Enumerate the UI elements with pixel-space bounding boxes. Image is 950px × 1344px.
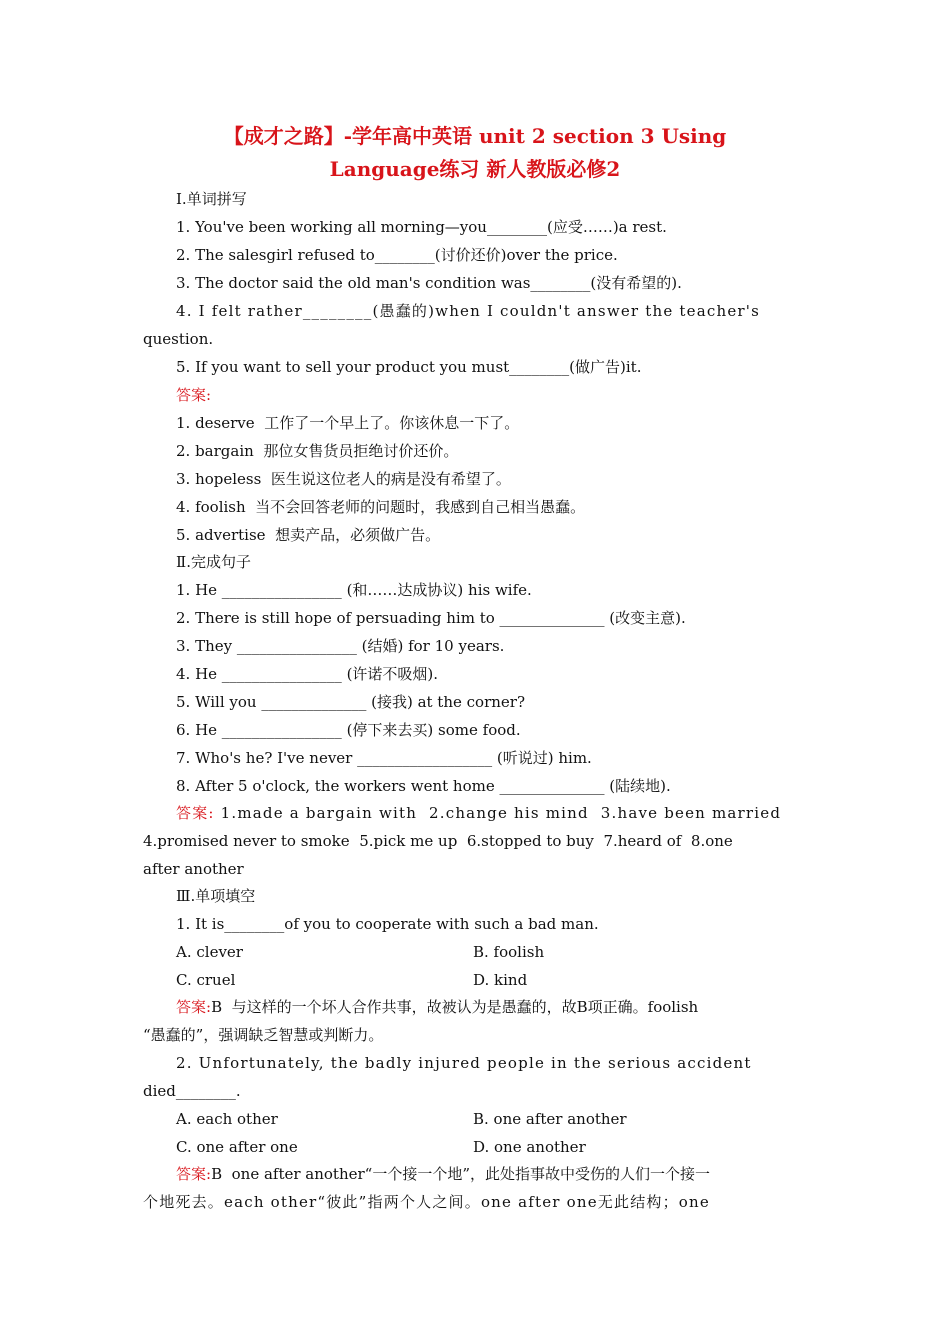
- question-1-option-d: D. kind: [473, 971, 528, 989]
- section-2-item: 8. After 5 o'clock, the workers went home ______________ (陆续地).: [176, 777, 671, 795]
- question-2-answer: [176, 1164, 710, 1184]
- question-1-answer-text: B 与这样的一个坏人合作共事，故被认为是愚蠢的，故B项正确。foolish: [211, 998, 699, 1016]
- section-2-answer-text: 1.made a bargain with 2.change his mind 3.have been married: [214, 804, 782, 822]
- section-2-item: 5. Will you ______________ (接我) at the corner?: [176, 693, 525, 711]
- question-2-option-c: C. one after one: [176, 1138, 298, 1156]
- question-2-answer-text: B one after another“一个接一个地”，此处指事故中受伤的人们一个接一: [211, 1165, 711, 1183]
- question-1-option-b: B. foolish: [473, 943, 545, 961]
- document-title-line-2: Language练习 新人教版必修2: [329, 157, 621, 181]
- question-1-answer-label: 答案:: [176, 998, 212, 1016]
- question-1-answer: [176, 997, 698, 1017]
- section-1-heading: Ⅰ.单词拼写: [176, 190, 247, 208]
- question-1-option-c: C. cruel: [176, 971, 236, 989]
- section-2-answer-line: after another: [143, 860, 244, 878]
- question-2-stem-continuation: died________.: [143, 1082, 241, 1100]
- section-1-item: 4. I felt rather________(愚蠢的)when I couldn't answer the teacher's: [176, 302, 760, 320]
- question-2-option-d: D. one another: [473, 1138, 586, 1156]
- section-2-item: 4. He ________________ (许诺不吸烟).: [176, 665, 439, 683]
- section-1-item: 5. If you want to sell your product you must________(做广告)it.: [176, 358, 642, 376]
- section-2-item: 3. They ________________ (结婚) for 10 years.: [176, 637, 505, 655]
- question-2-answer-label: 答案:: [176, 1165, 212, 1183]
- section-2-heading: Ⅱ.完成句子: [176, 553, 251, 571]
- section-1-answer: 5. advertise 想卖产品，必须做广告。: [176, 526, 441, 544]
- section-1-answer-label: 答案:: [176, 386, 212, 404]
- section-2-answer-line: 4.promised never to smoke 5.pick me up 6.stopped to buy 7.heard of 8.one: [143, 832, 733, 850]
- question-1-option-a: A. clever: [176, 943, 243, 961]
- question-2-stem: 2. Unfortunately, the badly injured people in the serious accident: [176, 1054, 752, 1072]
- question-1-stem: 1. It is________of you to cooperate with such a bad man.: [176, 915, 599, 933]
- question-2-answer-continuation: 个地死去。each other“彼此”指两个人之间。one after one无此结构；one: [143, 1193, 710, 1211]
- section-2-item: 1. He ________________ (和……达成协议) his wife.: [176, 581, 532, 599]
- section-1-answer: 4. foolish 当不会回答老师的问题时，我感到自己相当愚蠢。: [176, 498, 586, 516]
- section-1-item: 2. The salesgirl refused to________(讨价还价)over the price.: [176, 246, 618, 264]
- section-1-answer: 1. deserve 工作了一个早上了。你该休息一下了。: [176, 414, 520, 432]
- section-1-item: 1. You've been working all morning—you________(应受……)a rest.: [176, 218, 667, 236]
- section-2-item: 6. He ________________ (停下来去买) some food.: [176, 721, 521, 739]
- section-3-heading: Ⅲ.单项填空: [176, 887, 256, 905]
- question-1-answer-continuation: “愚蠢的”，强调缺乏智慧或判断力。: [143, 1026, 384, 1044]
- section-2-answer-label: 答案:: [176, 804, 215, 822]
- section-1-answer: 3. hopeless 医生说这位老人的病是没有希望了。: [176, 470, 511, 488]
- document-title-line-1: 【成才之路】-学年高中英语 unit 2 section 3 Using: [223, 124, 727, 148]
- section-1-answer: 2. bargain 那位女售货员拒绝讨价还价。: [176, 442, 459, 460]
- section-1-item: 3. The doctor said the old man's condition was________(没有希望的).: [176, 274, 682, 292]
- section-2-item: 2. There is still hope of persuading him to ______________ (改变主意).: [176, 609, 686, 627]
- section-2-item: 7. Who's he? I've never __________________ (听说过) him.: [176, 749, 592, 767]
- section-1-item-continuation: question.: [143, 330, 214, 348]
- question-2-option-a: A. each other: [176, 1110, 278, 1128]
- section-2-answer-line: [176, 803, 781, 823]
- question-2-option-b: B. one after another: [473, 1110, 627, 1128]
